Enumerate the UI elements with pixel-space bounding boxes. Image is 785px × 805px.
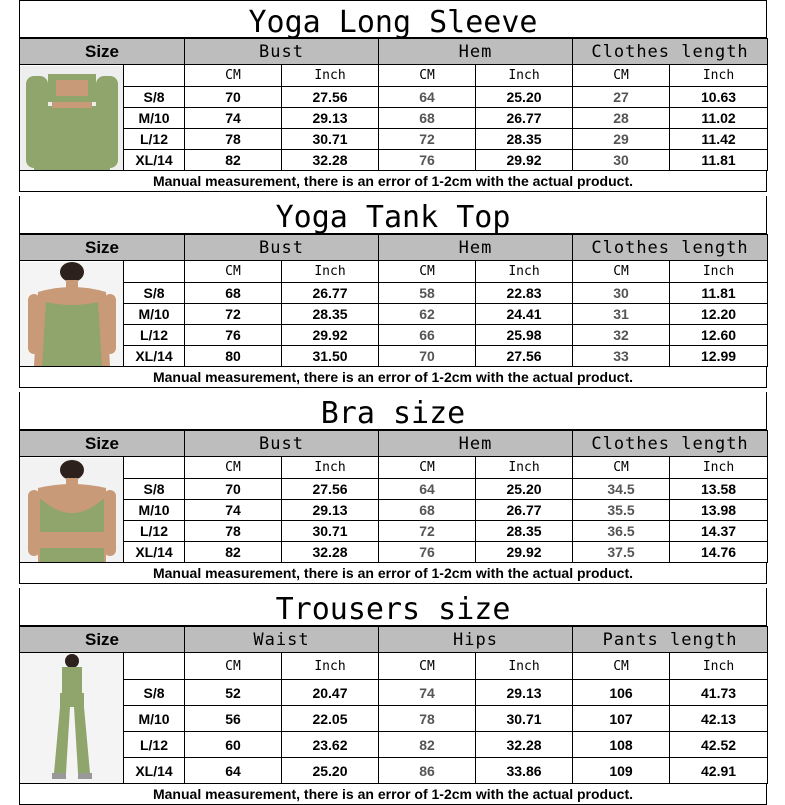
measure-cell: 78 <box>185 129 282 150</box>
group-header: Clothes length <box>573 431 768 457</box>
table-row <box>20 521 768 542</box>
table-row <box>20 346 768 367</box>
measure-cell: 29.92 <box>476 542 573 563</box>
group-header: Hem <box>379 431 573 457</box>
section-title: Bra size <box>19 392 767 430</box>
table-row <box>20 479 768 500</box>
measure-cell: 27 <box>573 87 670 108</box>
size-label: XL/14 <box>124 346 185 367</box>
measure-cell: 64 <box>185 758 282 784</box>
unit-cm: CM <box>185 653 282 680</box>
measure-cell: 20.47 <box>282 680 379 706</box>
measure-cell: 29.13 <box>282 108 379 129</box>
unit-row <box>20 65 768 87</box>
unit-cm: CM <box>573 653 670 680</box>
unit-inch: Inch <box>670 653 768 680</box>
measure-cell: 11.81 <box>670 283 768 304</box>
unit-inch: Inch <box>476 65 573 87</box>
measurement-note: Manual measurement, there is an error of 1-2cm with the actual product. <box>19 367 767 388</box>
measure-cell: 32.28 <box>282 542 379 563</box>
size-label: M/10 <box>124 304 185 325</box>
table-row <box>20 87 768 108</box>
unit-inch: Inch <box>476 457 573 479</box>
unit-cm: CM <box>379 261 476 283</box>
measure-cell: 14.76 <box>670 542 768 563</box>
measure-cell: 68 <box>185 283 282 304</box>
measure-cell: 52 <box>185 680 282 706</box>
measure-cell: 76 <box>185 325 282 346</box>
measure-cell: 26.77 <box>476 500 573 521</box>
unit-cm: CM <box>185 457 282 479</box>
unit-blank <box>124 653 185 680</box>
measure-cell: 74 <box>185 500 282 521</box>
measure-cell: 24.41 <box>476 304 573 325</box>
measure-cell: 36.5 <box>573 521 670 542</box>
measure-cell: 11.02 <box>670 108 768 129</box>
unit-inch: Inch <box>476 653 573 680</box>
table-row <box>20 283 768 304</box>
measure-cell: 12.99 <box>670 346 768 367</box>
measure-cell: 70 <box>379 346 476 367</box>
measure-cell: 28.35 <box>282 304 379 325</box>
measure-cell: 106 <box>573 680 670 706</box>
size-section <box>19 196 767 392</box>
size-label: L/12 <box>124 325 185 346</box>
table-row <box>20 150 768 171</box>
group-header: Hem <box>379 235 573 261</box>
tank-top-model-photo <box>20 262 124 366</box>
measure-cell: 30 <box>573 283 670 304</box>
measure-cell: 12.20 <box>670 304 768 325</box>
measure-cell: 37.5 <box>573 542 670 563</box>
measure-cell: 58 <box>379 283 476 304</box>
measure-cell: 28 <box>573 108 670 129</box>
measure-cell: 72 <box>379 129 476 150</box>
unit-blank <box>124 65 185 87</box>
measure-cell: 82 <box>185 150 282 171</box>
size-section <box>19 392 767 588</box>
measure-cell: 76 <box>379 542 476 563</box>
size-label: XL/14 <box>124 150 185 171</box>
measurement-note: Manual measurement, there is an error of 1-2cm with the actual product. <box>19 171 767 192</box>
model-image <box>20 457 124 563</box>
measure-cell: 42.91 <box>670 758 768 784</box>
measure-cell: 30.71 <box>282 129 379 150</box>
unit-row <box>20 457 768 479</box>
measure-cell: 74 <box>185 108 282 129</box>
unit-row <box>20 653 768 680</box>
measure-cell: 13.58 <box>670 479 768 500</box>
table-row <box>20 758 768 784</box>
measure-cell: 68 <box>379 500 476 521</box>
measure-cell: 74 <box>379 680 476 706</box>
section-title: Trousers size <box>19 588 767 626</box>
measure-cell: 30.71 <box>476 706 573 732</box>
table-row <box>20 542 768 563</box>
size-label: S/8 <box>124 479 185 500</box>
measure-cell: 34.5 <box>573 479 670 500</box>
unit-inch: Inch <box>282 653 379 680</box>
size-label: S/8 <box>124 87 185 108</box>
measure-cell: 11.42 <box>670 129 768 150</box>
size-table <box>19 234 768 367</box>
measurement-note: Manual measurement, there is an error of 1-2cm with the actual product. <box>19 563 767 584</box>
group-header: Pants length <box>573 627 768 653</box>
measure-cell: 30 <box>573 150 670 171</box>
table-row <box>20 108 768 129</box>
unit-cm: CM <box>573 65 670 87</box>
section-title: Yoga Long Sleeve <box>19 0 767 38</box>
measure-cell: 29.13 <box>282 500 379 521</box>
table-row <box>20 732 768 758</box>
unit-inch: Inch <box>670 65 768 87</box>
size-header: Size <box>20 39 185 65</box>
measure-cell: 28.35 <box>476 129 573 150</box>
measure-cell: 29.92 <box>476 150 573 171</box>
measure-cell: 30.71 <box>282 521 379 542</box>
model-image <box>20 261 124 367</box>
measure-cell: 107 <box>573 706 670 732</box>
measure-cell: 76 <box>379 150 476 171</box>
measure-cell: 33.86 <box>476 758 573 784</box>
measure-cell: 23.62 <box>282 732 379 758</box>
group-header: Bust <box>185 39 379 65</box>
model-image <box>20 65 124 171</box>
measure-cell: 28.35 <box>476 521 573 542</box>
group-header: Bust <box>185 431 379 457</box>
table-row <box>20 325 768 346</box>
measure-cell: 42.52 <box>670 732 768 758</box>
long-sleeve-model-photo <box>20 66 124 170</box>
measure-cell: 32.28 <box>476 732 573 758</box>
size-table <box>19 430 768 563</box>
size-label: S/8 <box>124 680 185 706</box>
measure-cell: 22.05 <box>282 706 379 732</box>
measure-cell: 25.20 <box>476 479 573 500</box>
size-label: M/10 <box>124 706 185 732</box>
size-section <box>19 0 767 196</box>
group-header: Clothes length <box>573 39 768 65</box>
unit-inch: Inch <box>476 261 573 283</box>
measure-cell: 25.20 <box>282 758 379 784</box>
size-label: L/12 <box>124 732 185 758</box>
size-label: XL/14 <box>124 542 185 563</box>
measure-cell: 68 <box>379 108 476 129</box>
unit-cm: CM <box>573 457 670 479</box>
measure-cell: 32.28 <box>282 150 379 171</box>
measure-cell: 22.83 <box>476 283 573 304</box>
unit-blank <box>124 457 185 479</box>
measure-cell: 78 <box>185 521 282 542</box>
measure-cell: 26.77 <box>476 108 573 129</box>
unit-cm: CM <box>573 261 670 283</box>
unit-inch: Inch <box>670 457 768 479</box>
measure-cell: 72 <box>379 521 476 542</box>
measure-cell: 82 <box>185 542 282 563</box>
size-label: L/12 <box>124 129 185 150</box>
size-header: Size <box>20 235 185 261</box>
size-table <box>19 626 768 784</box>
trousers-model-photo <box>20 653 124 783</box>
group-header: Hips <box>379 627 573 653</box>
unit-cm: CM <box>379 457 476 479</box>
measure-cell: 70 <box>185 479 282 500</box>
measure-cell: 26.77 <box>282 283 379 304</box>
measure-cell: 31 <box>573 304 670 325</box>
measure-cell: 25.98 <box>476 325 573 346</box>
size-label: S/8 <box>124 283 185 304</box>
unit-cm: CM <box>379 65 476 87</box>
measure-cell: 62 <box>379 304 476 325</box>
table-row <box>20 304 768 325</box>
measure-cell: 31.50 <box>282 346 379 367</box>
table-row <box>20 129 768 150</box>
measure-cell: 12.60 <box>670 325 768 346</box>
measure-cell: 108 <box>573 732 670 758</box>
size-header: Size <box>20 627 185 653</box>
measure-cell: 60 <box>185 732 282 758</box>
size-label: M/10 <box>124 108 185 129</box>
unit-inch: Inch <box>282 65 379 87</box>
measure-cell: 29 <box>573 129 670 150</box>
group-header: Hem <box>379 39 573 65</box>
measure-cell: 82 <box>379 732 476 758</box>
measure-cell: 29.92 <box>282 325 379 346</box>
size-chart-page <box>19 0 767 802</box>
header-row <box>20 627 768 653</box>
group-header: Clothes length <box>573 235 768 261</box>
measure-cell: 13.98 <box>670 500 768 521</box>
measure-cell: 33 <box>573 346 670 367</box>
unit-blank <box>124 261 185 283</box>
measure-cell: 10.63 <box>670 87 768 108</box>
size-table <box>19 38 768 171</box>
size-label: L/12 <box>124 521 185 542</box>
unit-inch: Inch <box>282 261 379 283</box>
header-row <box>20 39 768 65</box>
measure-cell: 27.56 <box>476 346 573 367</box>
measure-cell: 29.13 <box>476 680 573 706</box>
section-title: Yoga Tank Top <box>19 196 767 234</box>
measure-cell: 27.56 <box>282 479 379 500</box>
measure-cell: 86 <box>379 758 476 784</box>
unit-cm: CM <box>379 653 476 680</box>
measure-cell: 14.37 <box>670 521 768 542</box>
measure-cell: 64 <box>379 87 476 108</box>
bra-model-photo <box>20 458 124 562</box>
measure-cell: 64 <box>379 479 476 500</box>
measurement-note: Manual measurement, there is an error of 1-2cm with the actual product. <box>19 784 767 805</box>
table-row <box>20 706 768 732</box>
size-header: Size <box>20 431 185 457</box>
measure-cell: 25.20 <box>476 87 573 108</box>
measure-cell: 41.73 <box>670 680 768 706</box>
measure-cell: 42.13 <box>670 706 768 732</box>
group-header: Waist <box>185 627 379 653</box>
measure-cell: 80 <box>185 346 282 367</box>
measure-cell: 66 <box>379 325 476 346</box>
unit-row <box>20 261 768 283</box>
table-row <box>20 680 768 706</box>
model-image <box>20 653 124 784</box>
size-label: XL/14 <box>124 758 185 784</box>
header-row <box>20 235 768 261</box>
measure-cell: 109 <box>573 758 670 784</box>
size-label: M/10 <box>124 500 185 521</box>
size-section <box>19 588 767 802</box>
measure-cell: 27.56 <box>282 87 379 108</box>
measure-cell: 78 <box>379 706 476 732</box>
measure-cell: 70 <box>185 87 282 108</box>
group-header: Bust <box>185 235 379 261</box>
unit-inch: Inch <box>670 261 768 283</box>
measure-cell: 56 <box>185 706 282 732</box>
table-row <box>20 500 768 521</box>
header-row <box>20 431 768 457</box>
unit-inch: Inch <box>282 457 379 479</box>
measure-cell: 72 <box>185 304 282 325</box>
measure-cell: 35.5 <box>573 500 670 521</box>
unit-cm: CM <box>185 261 282 283</box>
unit-cm: CM <box>185 65 282 87</box>
measure-cell: 11.81 <box>670 150 768 171</box>
measure-cell: 32 <box>573 325 670 346</box>
